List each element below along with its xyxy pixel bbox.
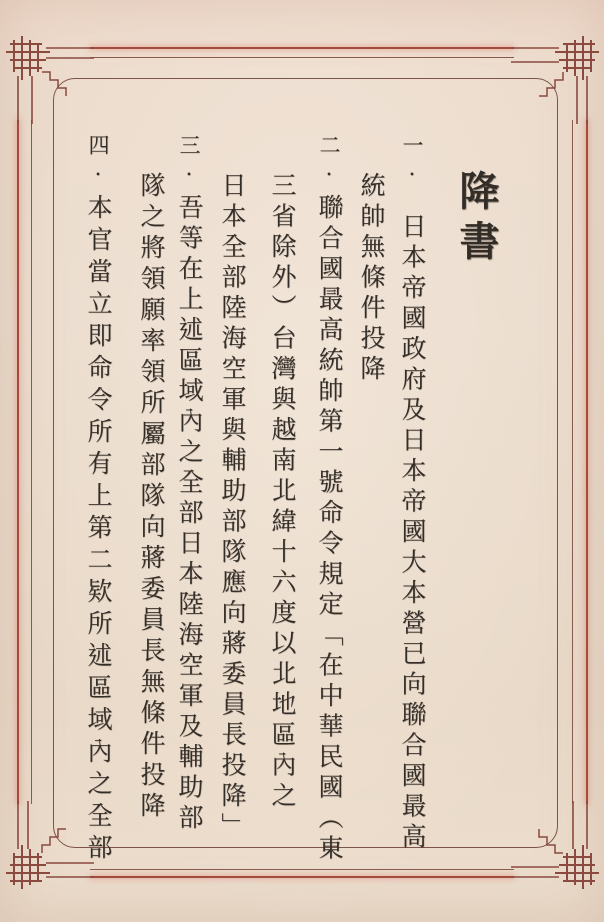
column-text: 聯合國最高統帥第一號命令規定「在中華民國（東 — [315, 194, 344, 865]
mid-frame-line-right — [572, 120, 573, 804]
text-column — [400, 134, 425, 854]
fret-corner-ornament-icon — [511, 36, 599, 124]
outer-frame-line-left — [17, 120, 19, 804]
column-text: 隊之將領願率領所屬部隊向蔣委員長無條件投降 — [137, 172, 166, 823]
text-column — [220, 172, 245, 843]
outer-frame-line-bottom — [90, 876, 514, 878]
item-number: 三. — [177, 134, 201, 181]
text-column — [86, 134, 111, 866]
fret-corner-ornament-icon — [6, 801, 94, 889]
mid-frame-line-bottom — [90, 869, 514, 870]
outer-frame-line-right — [586, 120, 588, 804]
outer-frame-line-top — [90, 47, 514, 49]
column-text: 本官當立即命令所有上第二欵所述區域內之全部 — [84, 194, 113, 866]
mid-frame-line-top — [90, 57, 514, 58]
item-number: 一. — [400, 134, 424, 181]
item-number: 二. — [317, 134, 341, 181]
fret-corner-ornament-icon — [6, 36, 94, 124]
column-text: 日本全部陸海空軍與輔助部隊應向蔣委員長投降」 — [218, 172, 247, 843]
text-column — [270, 172, 295, 813]
column-text: 吾等在上述區域內之全部日本陸海空軍及輔助部 — [175, 194, 204, 835]
text-column — [177, 134, 202, 835]
text-column — [359, 172, 384, 386]
document-title: 降書 — [453, 170, 500, 270]
text-column — [317, 134, 342, 865]
item-number: 四. — [86, 134, 110, 181]
fret-corner-ornament-icon — [511, 801, 599, 889]
text-column — [139, 172, 164, 823]
column-text: 三省除外）台灣與越南北緯十六度以北地區內之 — [268, 172, 297, 813]
column-text: 日本帝國政府及日本帝國大本營已向聯合國最高 — [398, 213, 427, 854]
mid-frame-line-left — [31, 120, 32, 804]
column-text: 統帥無條件投降 — [357, 172, 386, 386]
